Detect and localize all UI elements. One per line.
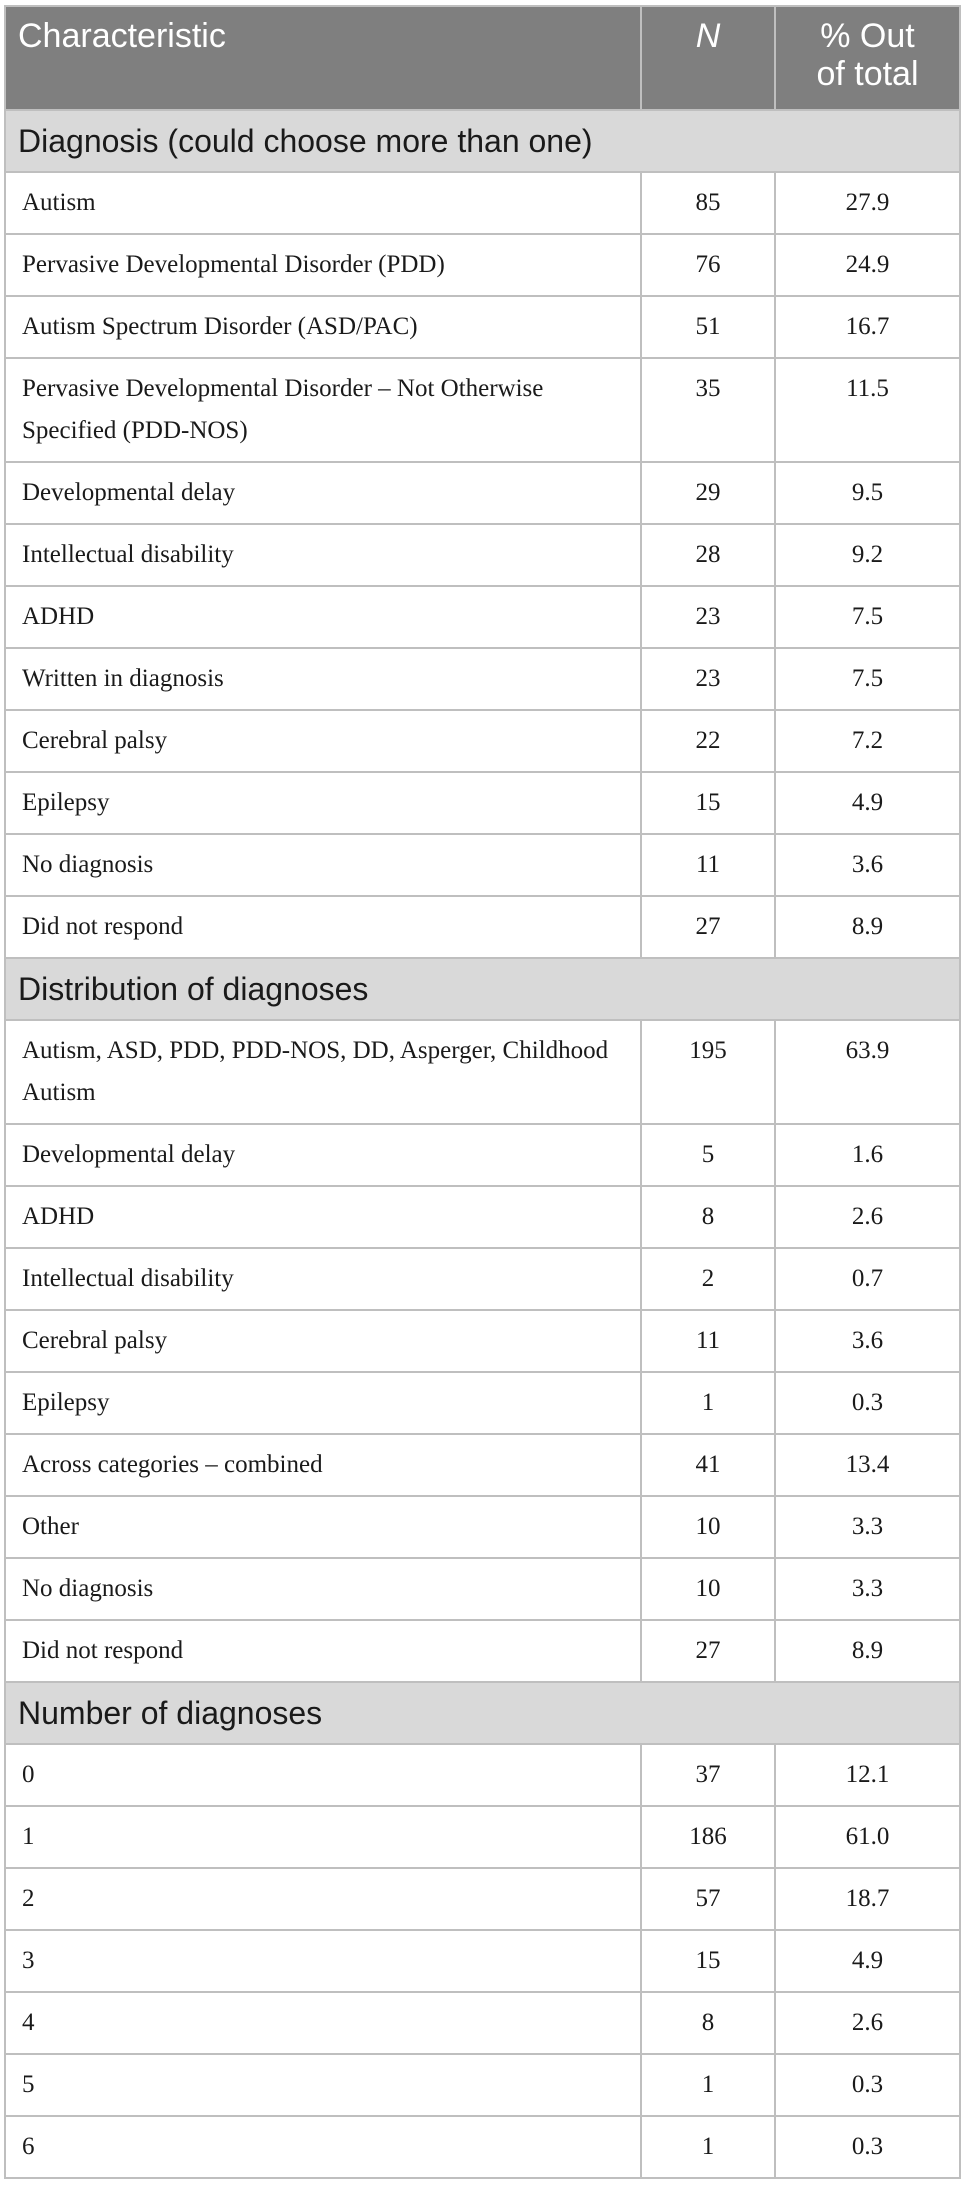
cell-n: 8 [641, 1186, 775, 1248]
section-title: Distribution of diagnoses [5, 958, 960, 1020]
table-row [5, 1434, 960, 1496]
cell-characteristic: No diagnosis [5, 1558, 641, 1620]
cell-percent: 8.9 [775, 896, 960, 958]
cell-characteristic: ADHD [5, 586, 641, 648]
cell-characteristic: Intellectual disability [5, 1248, 641, 1310]
cell-percent: 11.5 [775, 358, 960, 462]
cell-percent: 7.5 [775, 586, 960, 648]
cell-n: 10 [641, 1558, 775, 1620]
cell-percent: 2.6 [775, 1186, 960, 1248]
table-row [5, 2054, 960, 2116]
cell-percent: 2.6 [775, 1992, 960, 2054]
header-n: N [641, 6, 775, 110]
cell-characteristic: Developmental delay [5, 462, 641, 524]
table-row [5, 1310, 960, 1372]
cell-percent: 3.6 [775, 1310, 960, 1372]
cell-characteristic: 6 [5, 2116, 641, 2178]
cell-characteristic: Autism, ASD, PDD, PDD-NOS, DD, Asperger, Childhood Autism [5, 1020, 641, 1124]
cell-characteristic: Cerebral palsy [5, 710, 641, 772]
table-row [5, 172, 960, 234]
cell-n: 1 [641, 2116, 775, 2178]
table-row [5, 462, 960, 524]
table-row [5, 1372, 960, 1434]
cell-percent: 27.9 [775, 172, 960, 234]
cell-characteristic: Pervasive Developmental Disorder (PDD) [5, 234, 641, 296]
cell-characteristic: 5 [5, 2054, 641, 2116]
cell-characteristic: Intellectual disability [5, 524, 641, 586]
section-title: Number of diagnoses [5, 1682, 960, 1744]
cell-n: 37 [641, 1744, 775, 1806]
section-header-row [5, 110, 960, 172]
table-row [5, 1930, 960, 1992]
header-row [5, 6, 960, 110]
table-row [5, 524, 960, 586]
cell-n: 195 [641, 1020, 775, 1124]
table-row [5, 586, 960, 648]
cell-n: 10 [641, 1496, 775, 1558]
table-row [5, 772, 960, 834]
table-row [5, 2116, 960, 2178]
cell-n: 15 [641, 1930, 775, 1992]
cell-percent: 0.3 [775, 1372, 960, 1434]
cell-n: 51 [641, 296, 775, 358]
cell-n: 23 [641, 586, 775, 648]
cell-percent: 63.9 [775, 1020, 960, 1124]
cell-n: 1 [641, 1372, 775, 1434]
cell-n: 11 [641, 1310, 775, 1372]
cell-percent: 4.9 [775, 1930, 960, 1992]
diagnosis-table [4, 5, 961, 2179]
cell-percent: 4.9 [775, 772, 960, 834]
cell-characteristic: 4 [5, 1992, 641, 2054]
cell-n: 15 [641, 772, 775, 834]
cell-n: 27 [641, 1620, 775, 1682]
table-row [5, 1496, 960, 1558]
cell-characteristic: 1 [5, 1806, 641, 1868]
cell-characteristic: Did not respond [5, 896, 641, 958]
cell-percent: 1.6 [775, 1124, 960, 1186]
cell-percent: 16.7 [775, 296, 960, 358]
cell-percent: 3.6 [775, 834, 960, 896]
cell-n: 28 [641, 524, 775, 586]
cell-percent: 7.2 [775, 710, 960, 772]
cell-n: 29 [641, 462, 775, 524]
cell-characteristic: Across categories – combined [5, 1434, 641, 1496]
table-body [5, 110, 960, 2178]
cell-percent: 0.3 [775, 2054, 960, 2116]
header-percent-line2: of total [816, 55, 919, 93]
cell-characteristic: Epilepsy [5, 772, 641, 834]
cell-characteristic: Did not respond [5, 1620, 641, 1682]
header-percent-line1: % Out [820, 17, 915, 55]
cell-characteristic: Epilepsy [5, 1372, 641, 1434]
cell-n: 23 [641, 648, 775, 710]
cell-percent: 24.9 [775, 234, 960, 296]
cell-characteristic: No diagnosis [5, 834, 641, 896]
section-header-row [5, 958, 960, 1020]
table-row [5, 1020, 960, 1124]
table-container [4, 5, 959, 2179]
cell-percent: 13.4 [775, 1434, 960, 1496]
cell-n: 27 [641, 896, 775, 958]
cell-percent: 0.7 [775, 1248, 960, 1310]
table-row [5, 896, 960, 958]
cell-n: 186 [641, 1806, 775, 1868]
cell-n: 85 [641, 172, 775, 234]
cell-n: 57 [641, 1868, 775, 1930]
cell-n: 11 [641, 834, 775, 896]
cell-characteristic: Cerebral palsy [5, 1310, 641, 1372]
table-row [5, 1868, 960, 1930]
section-header-row [5, 1682, 960, 1744]
cell-characteristic: Other [5, 1496, 641, 1558]
cell-percent: 18.7 [775, 1868, 960, 1930]
cell-characteristic: 0 [5, 1744, 641, 1806]
cell-n: 5 [641, 1124, 775, 1186]
cell-characteristic: Autism Spectrum Disorder (ASD/PAC) [5, 296, 641, 358]
cell-characteristic: Autism [5, 172, 641, 234]
cell-characteristic: 2 [5, 1868, 641, 1930]
table-header [5, 6, 960, 110]
cell-n: 8 [641, 1992, 775, 2054]
cell-percent: 0.3 [775, 2116, 960, 2178]
header-characteristic: Characteristic [5, 6, 641, 110]
table-row [5, 834, 960, 896]
cell-characteristic: Pervasive Developmental Disorder – Not Otherwise Specified (PDD-NOS) [5, 358, 641, 462]
cell-percent: 9.5 [775, 462, 960, 524]
header-percent [775, 6, 960, 110]
cell-n: 41 [641, 1434, 775, 1496]
cell-characteristic: 3 [5, 1930, 641, 1992]
cell-characteristic: Written in diagnosis [5, 648, 641, 710]
table-row [5, 1620, 960, 1682]
section-title: Diagnosis (could choose more than one) [5, 110, 960, 172]
cell-characteristic: ADHD [5, 1186, 641, 1248]
table-row [5, 1186, 960, 1248]
cell-n: 76 [641, 234, 775, 296]
table-row [5, 234, 960, 296]
cell-n: 2 [641, 1248, 775, 1310]
table-row [5, 1992, 960, 2054]
cell-percent: 3.3 [775, 1496, 960, 1558]
cell-percent: 12.1 [775, 1744, 960, 1806]
table-row [5, 648, 960, 710]
table-row [5, 1744, 960, 1806]
cell-percent: 61.0 [775, 1806, 960, 1868]
cell-characteristic: Developmental delay [5, 1124, 641, 1186]
table-row [5, 1124, 960, 1186]
table-row [5, 710, 960, 772]
cell-n: 22 [641, 710, 775, 772]
table-row [5, 1248, 960, 1310]
table-row [5, 1558, 960, 1620]
cell-percent: 7.5 [775, 648, 960, 710]
table-row [5, 1806, 960, 1868]
cell-n: 35 [641, 358, 775, 462]
cell-percent: 8.9 [775, 1620, 960, 1682]
table-row [5, 296, 960, 358]
table-row [5, 358, 960, 462]
cell-n: 1 [641, 2054, 775, 2116]
cell-percent: 9.2 [775, 524, 960, 586]
cell-percent: 3.3 [775, 1558, 960, 1620]
